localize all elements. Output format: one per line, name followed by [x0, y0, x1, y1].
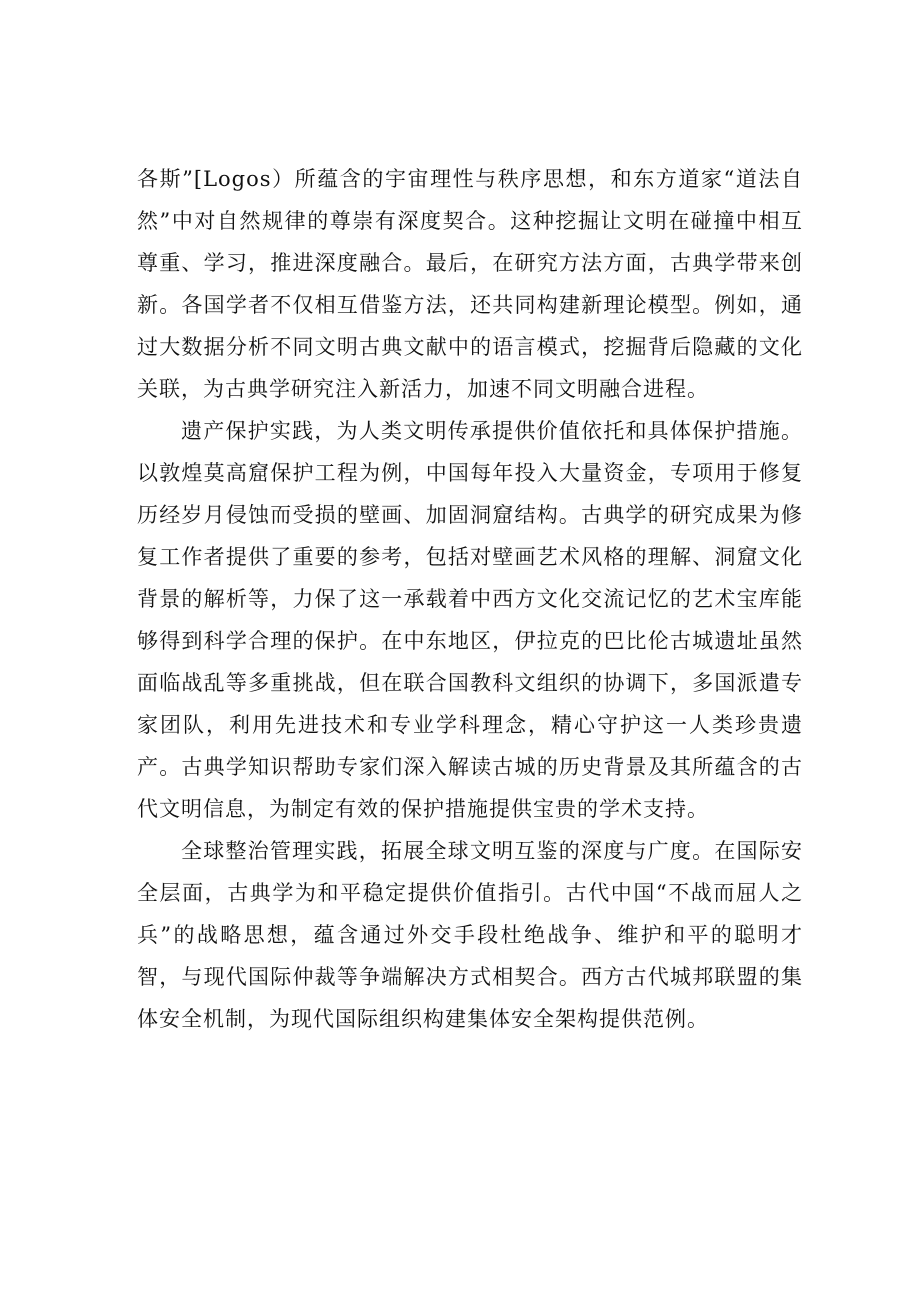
- paragraph-heritage-protection: 遗产保护实践，为人类文明传承提供价值依托和具体保护措施。以敦煌莫高窟保护工程为例，中国每年投入大量资金，专项用于修复历经岁月侵蚀而受损的壁画、加固洞窟结构。古典学的研究成果为修复工作者提供了重要的参考，包括对壁画艺术风格的理解、洞窟文化背景的解析等，力保了这一承载着中西方文化交流记忆的艺术宝库能够得到科学合理的保护。在中东地区，伊拉克的巴比伦古城遗址虽然面临战乱等多重挑战，但在联合国教科文组织的协调下，多国派遣专家团队，利用先进技术和专业学科理念，精心守护这一人类珍贵遗产。古典学知识帮助专家们深入解读古城的历史背景及其所蕴含的古代文明信息，为制定有效的保护措施提供宝贵的学术支持。: [137, 419, 803, 821]
- paragraph-global-governance: 全球整治管理实践，拓展全球文明互鉴的深度与广度。在国际安全层面，古典学为和平稳定提供价值指引。古代中国“不战而屈人之兵”的战略思想，蕴含通过外交手段杜绝战争、维护和平的聪明才智，与现代国际仲裁等争端解决方式相契合。西方古代城邦联盟的集体安全机制，为现代国际组织构建集体安全架构提供范例。: [137, 839, 803, 1031]
- paragraph-logos-continuation: 各斯”[Logos）所蕴含的宇宙理性与秩序思想，和东方道家“道法自然”中对自然规律的尊崇有深度契合。这种挖掘让文明在碰撞中相互尊重、学习，推进深度融合。最后，在研究方法方面，古典学带来创新。各国学者不仅相互借鉴方法，还共同构建新理论模型。例如，通过大数据分析不同文明古典文献中的语言模式，挖掘背后隐藏的文化关联，为古典学研究注入新活力，加速不同文明融合进程。: [137, 167, 803, 401]
- document-body: [137, 158, 803, 1040]
